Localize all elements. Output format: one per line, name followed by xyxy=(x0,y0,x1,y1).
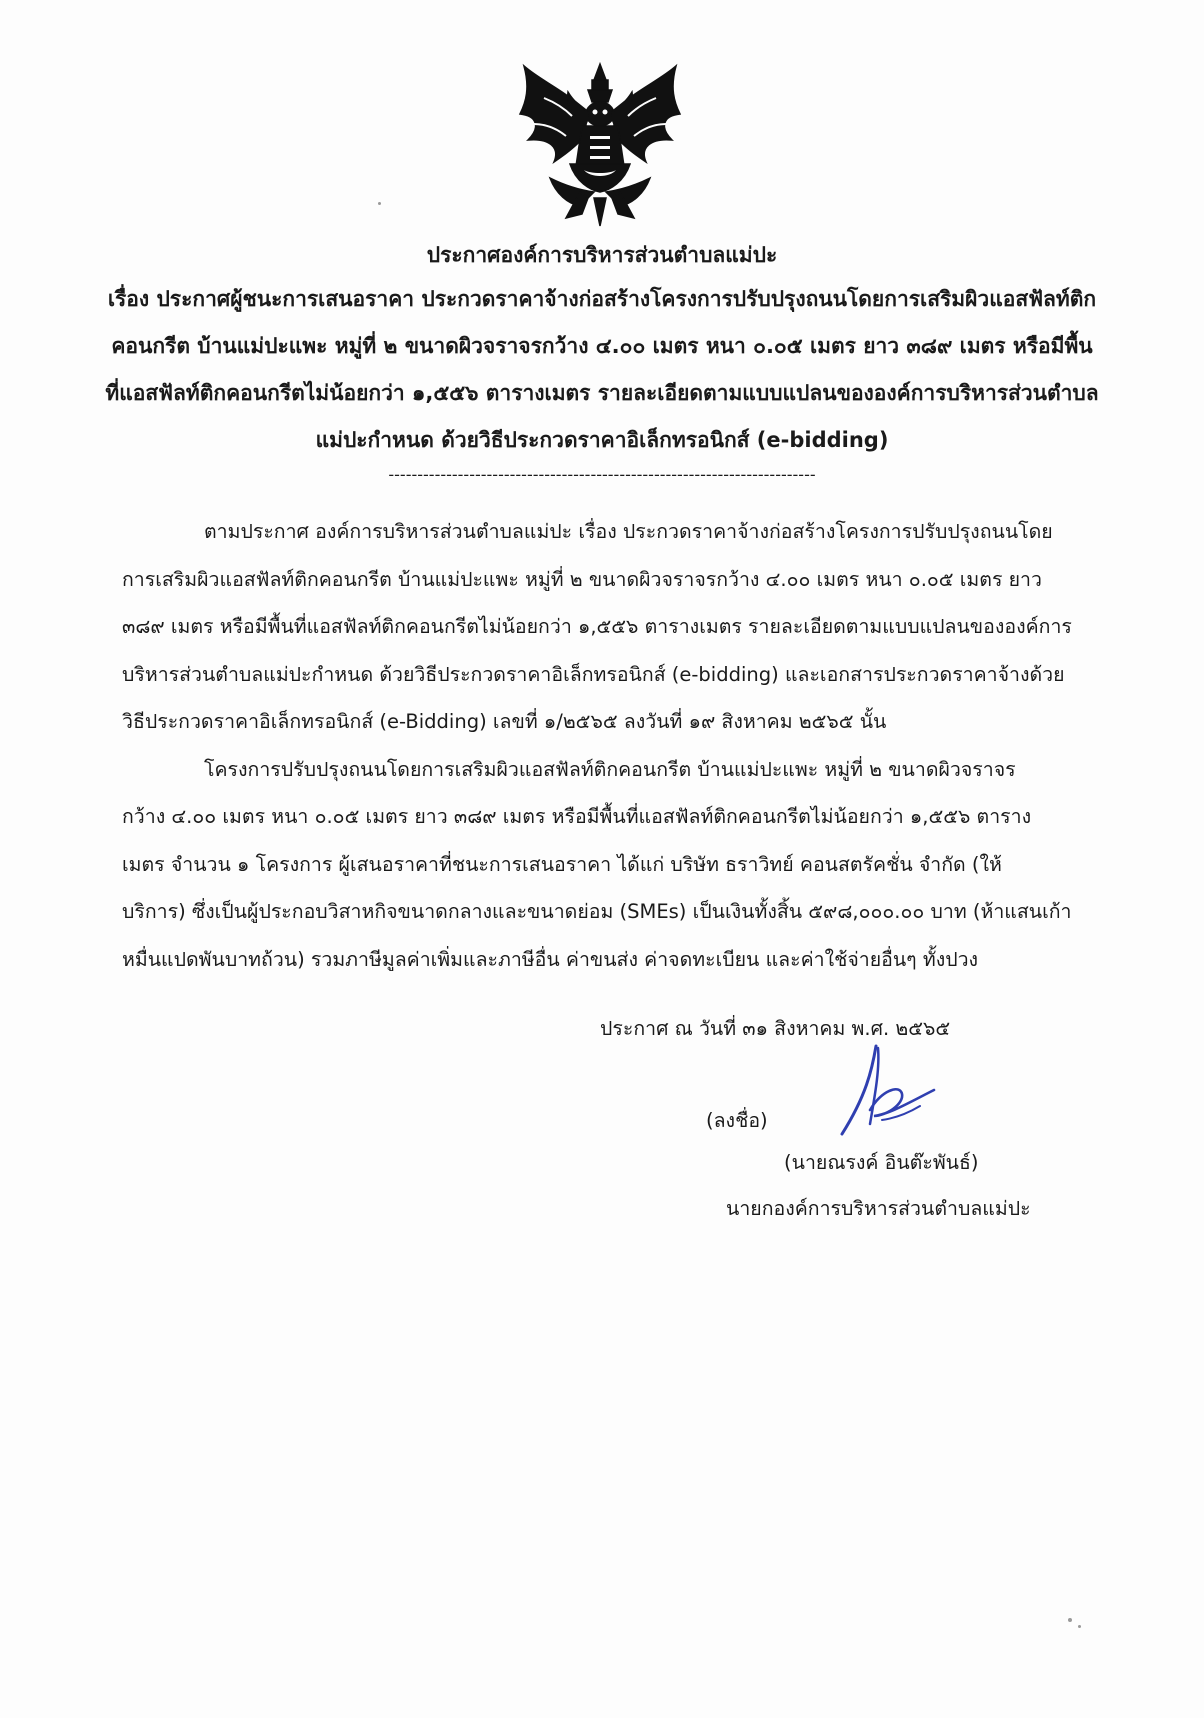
paper-speck xyxy=(378,202,381,205)
paragraph-2-line: โครงการปรับปรุงถนนโดยการเสริมผิวแอสฟัลท์ติกคอนกรีต บ้านแม่ปะแพะ หมู่ที่ ๒ ขนาดผิวจราจร xyxy=(204,757,1016,781)
signer-name: (นายณรงค์ อินต๊ะพันธ์) xyxy=(784,1151,979,1174)
subject-line: เรื่อง ประกาศผู้ชนะการเสนอราคา ประกวดราคาจ้างก่อสร้างโครงการปรับปรุงถนนโดยการเสริมผิวแอสฟัลท์ติก xyxy=(107,287,1097,311)
paragraph-1-line: การเสริมผิวแอสฟัลท์ติกคอนกรีต บ้านแม่ปะแพะ หมู่ที่ ๒ ขนาดผิวจราจรกว้าง ๔.๐๐ เมตร หนา ๐.๐๕ เมตร ยาว xyxy=(122,567,1042,591)
paragraph-1-line: บริหารส่วนตำบลแม่ปะกำหนด ด้วยวิธีประกวดราคาอิเล็กทรอนิกส์ (e-bidding) และเอกสารประกวดราคาจ้างด้วย xyxy=(122,662,1065,686)
announcement-body xyxy=(122,508,1102,983)
paragraph-2-line: บริการ) ซึ่งเป็นผู้ประกอบวิสาหกิจขนาดกลางและขนาดย่อม (SMEs) เป็นเงินทั้งสิ้น ๕๙๘,๐๐๐.๐๐ บาท (ห้าแสนเก้า xyxy=(122,900,1072,923)
divider-line: -------------------------------------------------------------------------- xyxy=(388,465,816,484)
signature-icon xyxy=(830,1040,940,1140)
paper-speck xyxy=(1068,1618,1072,1622)
subject-line: คอนกรีต บ้านแม่ปะแพะ หมู่ที่ ๒ ขนาดผิวจราจรกว้าง ๔.๐๐ เมตร หนา ๐.๐๕ เมตร ยาว ๓๘๙ เมตร หรือมีพื้น xyxy=(111,334,1093,358)
office-title: ประกาศองค์การบริหารส่วนตำบลแม่ปะ xyxy=(426,243,778,267)
signer-position: นายกองค์การบริหารส่วนตำบลแม่ปะ xyxy=(726,1197,1031,1220)
garuda-emblem-icon xyxy=(510,58,690,230)
subject-heading xyxy=(90,276,1114,464)
paragraph-1-line: วิธีประกวดราคาอิเล็กทรอนิกส์ (e-Bidding) เลขที่ ๑/๒๕๖๕ ลงวันที่ ๑๙ สิงหาคม ๒๕๖๕ นั้น xyxy=(122,710,887,733)
paragraph-2-line: หมื่นแปดพันบาทถ้วน) รวมภาษีมูลค่าเพิ่มและภาษีอื่น ค่าขนส่ง ค่าจดทะเบียน และค่าใช้จ่ายอื่นๆ ทั้งปวง xyxy=(122,947,979,971)
subject-line: แม่ปะกำหนด ด้วยวิธีประกวดราคาอิเล็กทรอนิกส์ (e-bidding) xyxy=(315,428,889,452)
subject-line: ที่แอสฟัลท์ติกคอนกรีตไม่น้อยกว่า ๑,๕๕๖ ตารางเมตร รายละเอียดตามแบบแปลนขององค์การบริหารส่วนตำบล xyxy=(105,381,1099,405)
paper-speck xyxy=(1078,1625,1081,1628)
paragraph-2-line: กว้าง ๔.๐๐ เมตร หนา ๐.๐๕ เมตร ยาว ๓๘๙ เมตร หรือมีพื้นที่แอสฟัลท์ติกคอนกรีตไม่น้อยกว่า ๑,๕๕๖ ตาราง xyxy=(122,805,1032,828)
paragraph-1-line: ตามประกาศ องค์การบริหารส่วนตำบลแม่ปะ เรื่อง ประกวดราคาจ้างก่อสร้างโครงการปรับปรุงถนนโดย xyxy=(204,520,1053,543)
paragraph-1-line: ๓๘๙ เมตร หรือมีพื้นที่แอสฟัลท์ติกคอนกรีตไม่น้อยกว่า ๑,๕๕๖ ตารางเมตร รายละเอียดตามแบบแปลนขององค์การ xyxy=(122,615,1072,638)
sign-label: (ลงชื่อ) xyxy=(706,1109,768,1132)
announcement-date: ประกาศ ณ วันที่ ๓๑ สิงหาคม พ.ศ. ๒๕๖๕ xyxy=(600,1017,951,1040)
paragraph-2-line: เมตร จำนวน ๑ โครงการ ผู้เสนอราคาที่ชนะการเสนอราคา ได้แก่ บริษัท ธราวิทย์ คอนสตรัคชั่น จำกัด (ให้ xyxy=(122,852,1002,876)
